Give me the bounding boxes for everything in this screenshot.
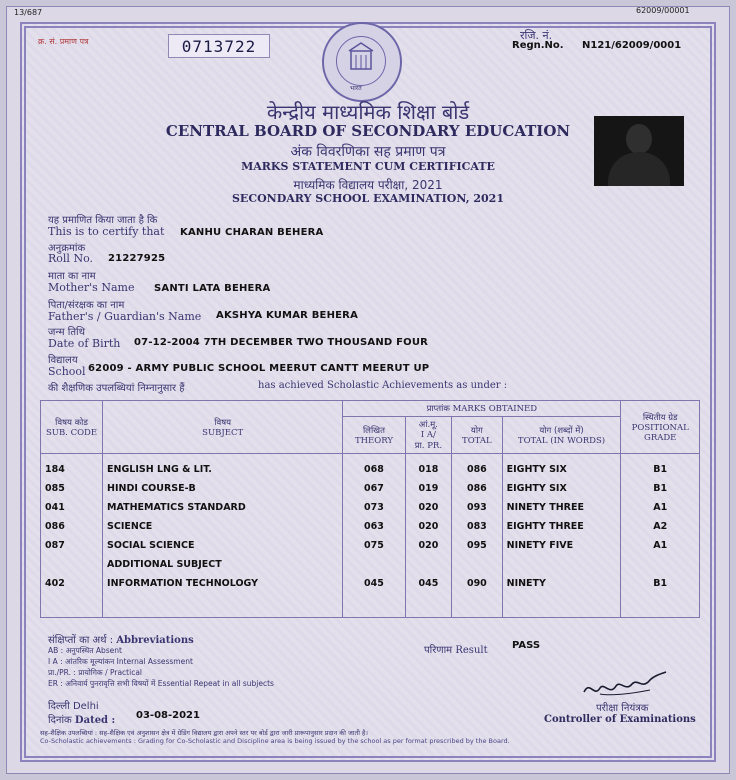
- candidate-name: KANHU CHARAN BEHERA: [180, 227, 324, 238]
- table-row: 085 HINDI COURSE-B 067 019 086 EIGHTY SIX B1: [41, 479, 700, 498]
- col-ia: आं.मू. I A/ प्रा. PR.: [405, 417, 451, 454]
- col-subject: विषय SUBJECT: [103, 401, 343, 454]
- additional-subject-label-row: ADDITIONAL SUBJECT: [41, 555, 700, 574]
- col-total-words: योग (शब्दों में) TOTAL (IN WORDS): [502, 417, 621, 454]
- table-row: 041 MATHEMATICS STANDARD 073 020 093 NINETY THREE A1: [41, 498, 700, 517]
- cbse-emblem-icon: [322, 22, 402, 102]
- achieved-label-hi: की शैक्षणिक उपलब्धियां निम्नानुसार हैं: [48, 383, 185, 394]
- col-total: योग TOTAL: [452, 417, 503, 454]
- exam-title-hindi: माध्यमिक विद्यालय परीक्षा, 2021: [293, 178, 443, 192]
- roll-label: Roll No.: [48, 252, 93, 265]
- emblem-caption: भारत: [350, 85, 362, 92]
- father-label: Father's / Guardian's Name: [48, 310, 202, 323]
- doc-title-hindi: अंक विवरणिका सह प्रमाण पत्र: [290, 144, 446, 160]
- school-name: 62009 - ARMY PUBLIC SCHOOL MEERUT CANTT MEERUT UP: [88, 363, 430, 374]
- abbr-absent: AB : अनुपस्थित Absent: [48, 646, 122, 655]
- mother-name: SANTI LATA BEHERA: [154, 283, 271, 294]
- abbr-title: संक्षिप्तों का अर्थ : Abbreviations: [48, 635, 194, 646]
- table-row: 184 ENGLISH LNG & LIT. 068 018 086 EIGHTY SIX B1: [41, 460, 700, 479]
- dob-label: Date of Birth: [48, 337, 121, 350]
- board-name: CENTRAL BOARD OF SECONDARY EDUCATION: [165, 122, 571, 140]
- exam-title: SECONDARY SCHOOL EXAMINATION, 2021: [231, 192, 504, 205]
- mother-label-hi: माता का नाम: [48, 271, 96, 282]
- certify-label: This is to certify that: [48, 225, 165, 238]
- date-of-birth: 07-12-2004 7TH DECEMBER TWO THOUSAND FOUR: [134, 337, 429, 348]
- marks-table: [40, 400, 700, 618]
- col-marks-group: प्राप्तांक MARKS OBTAINED: [343, 401, 621, 417]
- roll-number: 21227925: [108, 253, 166, 264]
- board-name-hindi: केन्द्रीय माध्यमिक शिक्षा बोर्ड: [266, 100, 470, 124]
- certify-label-hi: यह प्रमाणित किया जाता है कि: [48, 215, 158, 226]
- father-label-hi: पिता/संरक्षक का नाम: [48, 300, 125, 311]
- col-grade: स्थितीय ग्रेड POSITIONAL GRADE: [621, 401, 700, 454]
- footer-note: सह-शैक्षिक उपलब्धियां : सह-शैक्षिक एवं अनुशासन क्षेत्र में ग्रेडिंग विद्यालय द्वारा अपने स्तर पर बोर्ड द्वारा जारी प्रारूपानुसार प्रदान की जाती है। Co-Scholastic achievements : Grading for Co-Scholastic and Discipline area is being issued by the school as per format prescribed by the Board.: [40, 729, 510, 745]
- table-row: 086 SCIENCE 063 020 083 EIGHTY THREE A2: [41, 517, 700, 536]
- col-theory: लिखित THEORY: [343, 417, 405, 454]
- achieved-label: has achieved Scholastic Achievements as under :: [258, 380, 508, 391]
- serial-left: 13/687: [14, 8, 43, 17]
- school-label: School: [48, 365, 86, 378]
- controller-label-hi: परीक्षा नियंत्रक: [596, 703, 649, 714]
- controller-signature: [580, 670, 670, 702]
- abbr-repeat: ER : अनिवार्य पुनरावृत्ति सभी विषयों में Essential Repeat in all subjects: [48, 679, 274, 688]
- col-code: विषय कोड SUB. CODE: [41, 401, 103, 454]
- certificate-number: 0713722: [168, 34, 270, 58]
- dated-label: दिनांक Dated :: [48, 715, 116, 726]
- serial-right: 62009/00001: [636, 6, 690, 15]
- regn-label-hi: रजि. नं.: [520, 29, 553, 42]
- issue-date: 03-08-2021: [136, 710, 200, 721]
- abbr-internal: I A : आंतरिक मूल्यांकन Internal Assessment: [48, 657, 193, 666]
- cert-no-label: क्र. सं. प्रमाण पत्र: [38, 37, 89, 46]
- mother-label: Mother's Name: [48, 281, 135, 294]
- place-label: दिल्ली Delhi: [48, 701, 99, 712]
- table-row: 087 SOCIAL SCIENCE 075 020 095 NINETY FIVE A1: [41, 536, 700, 555]
- controller-label: Controller of Examinations: [544, 714, 696, 725]
- dob-label-hi: जन्म तिथि: [48, 327, 86, 338]
- result-value: PASS: [512, 640, 541, 651]
- abbr-practical: प्रा./PR. : प्रायोगिक / Practical: [48, 668, 143, 677]
- table-row: 402 INFORMATION TECHNOLOGY 045 045 090 NINETY B1: [41, 574, 700, 593]
- doc-title: MARKS STATEMENT CUM CERTIFICATE: [241, 160, 495, 173]
- regn-number: N121/62009/0001: [582, 40, 682, 51]
- result-label: परिणाम Result: [424, 645, 488, 656]
- father-name: AKSHYA KUMAR BEHERA: [216, 310, 359, 321]
- roll-label-hi: अनुक्रमांक: [48, 243, 86, 254]
- school-label-hi: विद्यालय: [48, 355, 78, 366]
- regn-label-en: Regn.No.: [512, 40, 564, 51]
